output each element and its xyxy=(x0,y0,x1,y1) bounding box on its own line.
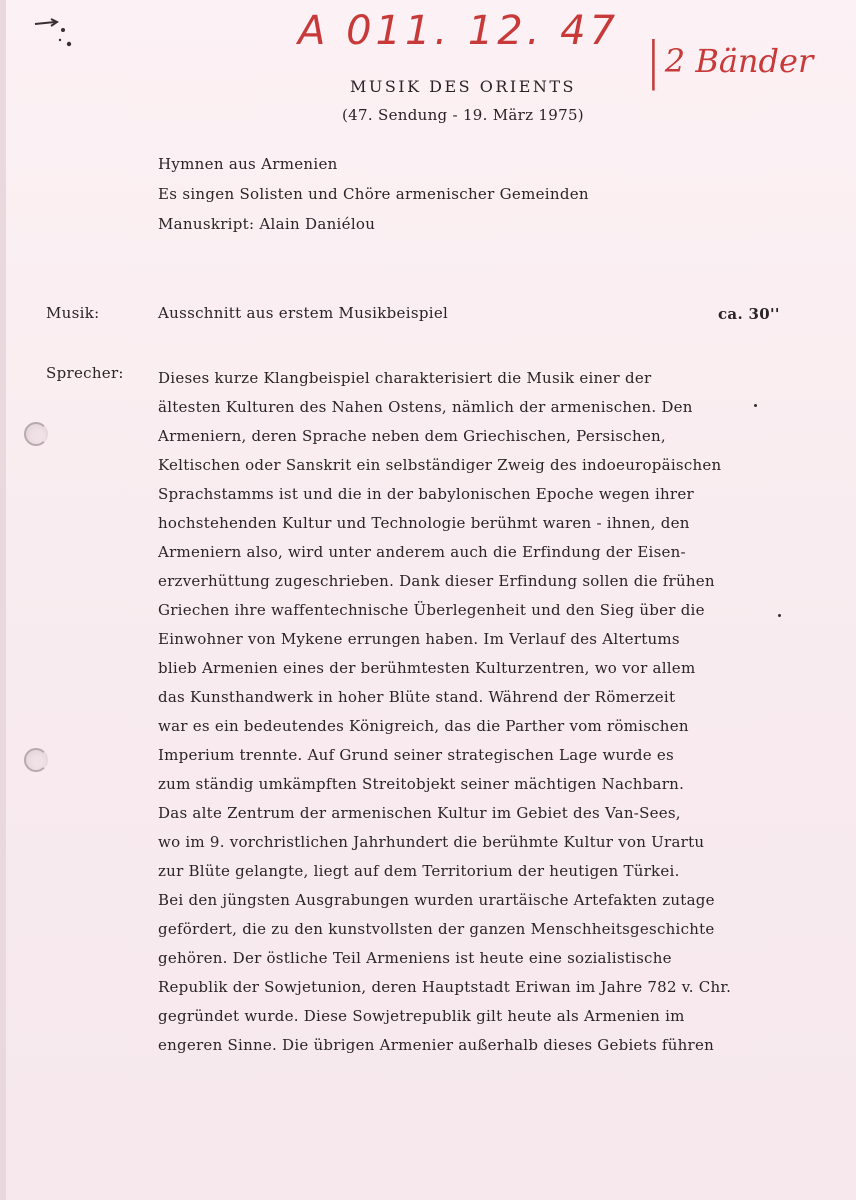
musik-duration: ca. 30'' xyxy=(718,305,780,323)
info-manuscript: Manuskript: Alain Daniélou xyxy=(158,215,376,233)
text-line: war es ein bedeutendes Königreich, das die Parther vom römischen xyxy=(158,717,689,735)
volumes-note-handwritten xyxy=(648,30,814,92)
text-line: gefördert, die zu den kunstvollsten der ganzen Menschheitsgeschichte xyxy=(158,920,715,938)
text-line: Republik der Sowjetunion, deren Hauptstadt Eriwan im Jahre 782 v. Chr. xyxy=(158,978,732,996)
document-title: MUSIK DES ORIENTS xyxy=(349,77,577,96)
text-line: Imperium trennte. Auf Grund seiner strategischen Lage wurde es xyxy=(158,746,674,764)
text-line: Das alte Zentrum der armenischen Kultur im Gebiet des Van-Sees, xyxy=(158,804,681,822)
text-line: Einwohner von Mykene errungen haben. Im Verlauf des Altertums xyxy=(158,630,680,648)
sprecher-label: Sprecher: xyxy=(46,364,124,382)
text-line: hochstehenden Kultur und Technologie berühmt waren - ihnen, den xyxy=(158,514,690,532)
text-line: Griechen ihre waffentechnische Überlegenheit und den Sieg über die xyxy=(158,601,705,619)
text-line: erzverhüttung zugeschrieben. Dank dieser Erfindung sollen die frühen xyxy=(158,572,715,590)
text-line: Armeniern, deren Sprache neben dem Griechischen, Persischen, xyxy=(158,427,666,445)
punch-hole-icon xyxy=(24,422,48,446)
text-line: das Kunsthandwerk in hoher Blüte stand. Während der Römerzeit xyxy=(158,688,676,706)
info-performers: Es singen Solisten und Chöre armenischer Gemeinden xyxy=(158,185,589,203)
info-program-title: Hymnen aus Armenien xyxy=(158,155,338,173)
text-line: ältesten Kulturen des Nahen Ostens, nämlich der armenischen. Den xyxy=(158,398,693,416)
text-line: Sprachstamms ist und die in der babylonischen Epoche wegen ihrer xyxy=(158,485,694,503)
musik-label: Musik: xyxy=(46,304,100,322)
divider-stroke: | xyxy=(648,30,659,92)
scan-speck xyxy=(778,614,781,617)
text-line: wo im 9. vorchristlichen Jahrhundert die berühmte Kultur von Urartu xyxy=(158,833,705,851)
text-line: Dieses kurze Klangbeispiel charakterisiert die Musik einer der xyxy=(158,369,652,387)
volumes-note-text: 2 Bänder xyxy=(664,42,814,80)
text-line: Bei den jüngsten Ausgrabungen wurden urartäische Artefakten zutage xyxy=(158,891,715,909)
text-line: zur Blüte gelangte, liegt auf dem Territorium der heutigen Türkei. xyxy=(158,862,680,880)
text-line: blieb Armenien eines der berühmtesten Kulturzentren, wo vor allem xyxy=(158,659,696,677)
punch-hole-icon xyxy=(24,748,48,772)
scan-edge xyxy=(0,0,6,1200)
sprecher-text xyxy=(158,364,818,1060)
musik-description: Ausschnitt aus erstem Musikbeispiel xyxy=(158,304,449,322)
document-subtitle: (47. Sendung - 19. März 1975) xyxy=(342,106,584,124)
scan-speck xyxy=(754,404,757,407)
text-line: gehören. Der östliche Teil Armeniens ist heute eine sozialistische xyxy=(158,949,672,967)
archive-number-handwritten: A 011. 12. 47 xyxy=(298,8,620,54)
scan-mark-arrow-icon xyxy=(33,18,78,53)
text-line: zum ständig umkämpften Streitobjekt seiner mächtigen Nachbarn. xyxy=(158,775,685,793)
text-line: gegründet wurde. Diese Sowjetrepublik gilt heute als Armenien im xyxy=(158,1007,685,1025)
text-line: Armeniern also, wird unter anderem auch die Erfindung der Eisen- xyxy=(158,543,686,561)
text-line: Keltischen oder Sanskrit ein selbständiger Zweig des indoeuropäischen xyxy=(158,456,722,474)
text-line: engeren Sinne. Die übrigen Armenier außerhalb dieses Gebiets führen xyxy=(158,1036,715,1054)
